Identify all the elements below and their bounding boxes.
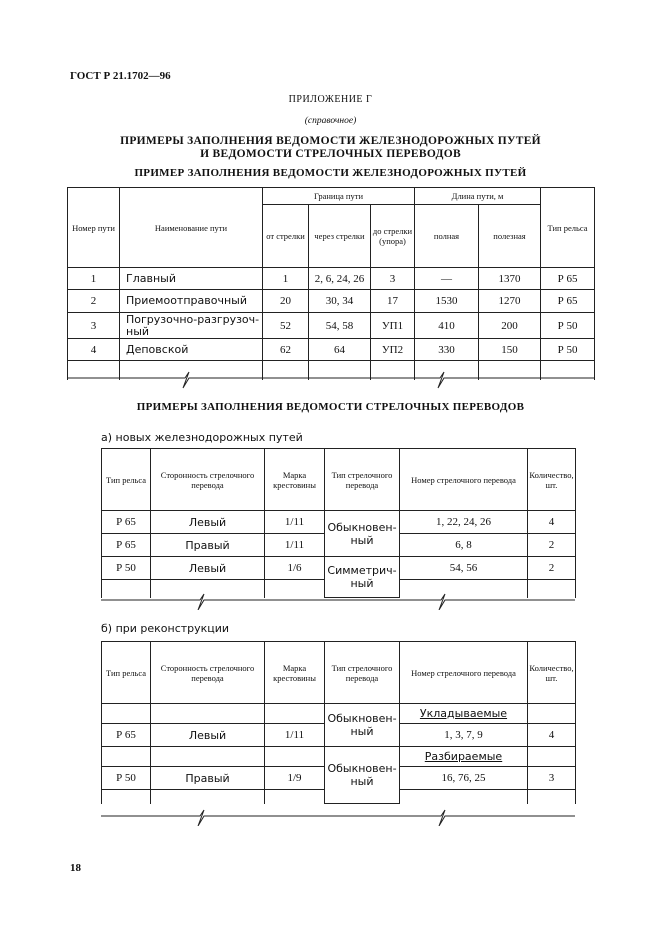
- cell-number: 3: [68, 313, 120, 339]
- cell-switch-number: 1, 3, 7, 9: [400, 724, 528, 747]
- cell-to: 3: [371, 268, 415, 290]
- main-title: [0, 135, 661, 161]
- cell-frog: 1/11: [265, 511, 325, 534]
- cell-via: 64: [309, 339, 371, 361]
- col-header-type: Тип стрелочного перевода: [325, 449, 400, 511]
- cell-type-ordinary: Обыкновен-ный: [325, 704, 400, 747]
- col-header-length: Длина пути, м: [415, 188, 541, 205]
- col-header-side: Сторонность стрелочного перевода: [151, 449, 265, 511]
- cell-side: Левый: [151, 511, 265, 534]
- table-row: [102, 557, 576, 580]
- tracks-table: [67, 187, 595, 380]
- cell-type-symmetric: Симметрич-ный: [325, 557, 400, 598]
- col-header-switch-number: Номер стрелочного перевода: [400, 642, 528, 704]
- main-title-line2: И ВЕДОМОСТИ СТРЕЛОЧНЫХ ПЕРЕВОДОВ: [200, 148, 461, 160]
- standard-code: ГОСТ Р 21.1702—96: [70, 70, 171, 82]
- cell-qty: 4: [528, 511, 576, 534]
- table-break-line: [101, 588, 575, 610]
- table-row: [68, 339, 595, 361]
- cell-frog: 1/9: [265, 767, 325, 790]
- removed-label: Разбираемые: [400, 747, 528, 767]
- switches-title: ПРИМЕРЫ ЗАПОЛНЕНИЯ ВЕДОМОСТИ СТРЕЛОЧНЫХ ПЕРЕВОДОВ: [136, 401, 525, 413]
- cell-via: 54, 58: [309, 313, 371, 339]
- cell-type-ordinary: Обыкновен-ный: [325, 511, 400, 557]
- cell-number: 2: [68, 290, 120, 313]
- table-break-line: [101, 802, 575, 826]
- switches-reconstruction-label: б) при реконструкции: [101, 622, 230, 635]
- cell-from: 20: [263, 290, 309, 313]
- col-header-name: Наименование пути: [120, 188, 263, 268]
- cell-rail: Р 65: [541, 268, 595, 290]
- col-header-type: Тип стрелочного перевода: [325, 642, 400, 704]
- table-row: [102, 511, 576, 534]
- cell-number: 4: [68, 339, 120, 361]
- col-header-number: Номер пути: [68, 188, 120, 268]
- cell-switch-number: 1, 22, 24, 26: [400, 511, 528, 534]
- cell-number: 1: [68, 268, 120, 290]
- appendix-title: ПРИЛОЖЕНИЕ Г: [288, 94, 373, 105]
- table-row: [68, 268, 595, 290]
- cell-useful: 200: [479, 313, 541, 339]
- col-header-to: до стрелки (упора): [371, 205, 415, 268]
- col-header-rail-type: Тип рельса: [102, 449, 151, 511]
- switches-reconstruction-table: [101, 641, 576, 804]
- col-header-frog: Марка крестовины: [265, 449, 325, 511]
- cell-to: УП2: [371, 339, 415, 361]
- col-header-full: полная: [415, 205, 479, 268]
- laid-label: Укладываемые: [400, 704, 528, 724]
- cell-from: 1: [263, 268, 309, 290]
- cell-frog: 1/11: [265, 724, 325, 747]
- cell-switch-number: 16, 76, 25: [400, 767, 528, 790]
- cell-frog: 1/11: [265, 534, 325, 557]
- cell-useful: 1270: [479, 290, 541, 313]
- col-header-boundary: Граница пути: [263, 188, 415, 205]
- col-header-qty: Количество, шт.: [528, 449, 576, 511]
- cell-switch-number: 6, 8: [400, 534, 528, 557]
- cell-qty: 3: [528, 767, 576, 790]
- cell-rail: Р 50: [102, 557, 151, 580]
- cell-switch-number: 54, 56: [400, 557, 528, 580]
- cell-full: 410: [415, 313, 479, 339]
- cell-to: УП1: [371, 313, 415, 339]
- switches-new-label: а) новых железнодорожных путей: [101, 431, 303, 444]
- cell-rail: Р 65: [541, 290, 595, 313]
- cell-qty: 2: [528, 557, 576, 580]
- cell-name: Погрузочно-разгрузоч-ный: [120, 313, 263, 339]
- appendix-note: (справочное): [304, 116, 357, 126]
- col-header-from: от стрелки: [263, 205, 309, 268]
- cell-frog: 1/6: [265, 557, 325, 580]
- col-header-via: через стрелки: [309, 205, 371, 268]
- cell-name: Деповской: [120, 339, 263, 361]
- switches-new-table: [101, 448, 576, 598]
- cell-name: Приемоотправочный: [120, 290, 263, 313]
- tracks-title: ПРИМЕР ЗАПОЛНЕНИЯ ВЕДОМОСТИ ЖЕЛЕЗНОДОРОЖНЫХ ПУТЕЙ: [134, 167, 527, 179]
- col-header-rail-type: Тип рельса: [541, 188, 595, 268]
- cell-from: 52: [263, 313, 309, 339]
- cell-rail: Р 50: [541, 313, 595, 339]
- cell-side: Правый: [151, 534, 265, 557]
- cell-qty: 4: [528, 724, 576, 747]
- cell-via: 2, 6, 24, 26: [309, 268, 371, 290]
- cell-side: Правый: [151, 767, 265, 790]
- col-header-side: Сторонность стрелочного перевода: [151, 642, 265, 704]
- cell-useful: 1370: [479, 268, 541, 290]
- cell-name: Главный: [120, 268, 263, 290]
- cell-from: 62: [263, 339, 309, 361]
- page-number: 18: [70, 862, 81, 874]
- col-header-switch-number: Номер стрелочного перевода: [400, 449, 528, 511]
- table-break-line: [67, 368, 594, 390]
- cell-rail: Р 50: [102, 767, 151, 790]
- col-header-rail-type: Тип рельса: [102, 642, 151, 704]
- cell-to: 17: [371, 290, 415, 313]
- cell-qty: 2: [528, 534, 576, 557]
- cell-side: Левый: [151, 557, 265, 580]
- cell-type-ordinary: Обыкновен-ный: [325, 747, 400, 804]
- cell-rail: Р 65: [102, 511, 151, 534]
- col-header-frog: Марка крестовины: [265, 642, 325, 704]
- cell-side: Левый: [151, 724, 265, 747]
- cell-full: —: [415, 268, 479, 290]
- cell-useful: 150: [479, 339, 541, 361]
- cell-rail: Р 65: [102, 724, 151, 747]
- cell-rail: Р 50: [541, 339, 595, 361]
- cell-full: 330: [415, 339, 479, 361]
- col-header-qty: Количество, шт.: [528, 642, 576, 704]
- main-title-line1: ПРИМЕРЫ ЗАПОЛНЕНИЯ ВЕДОМОСТИ ЖЕЛЕЗНОДОРОЖНЫХ ПУТЕЙ: [120, 135, 541, 147]
- col-header-useful: полезная: [479, 205, 541, 268]
- table-row: [68, 313, 595, 339]
- cell-rail: Р 65: [102, 534, 151, 557]
- cell-via: 30, 34: [309, 290, 371, 313]
- table-row: [68, 290, 595, 313]
- cell-full: 1530: [415, 290, 479, 313]
